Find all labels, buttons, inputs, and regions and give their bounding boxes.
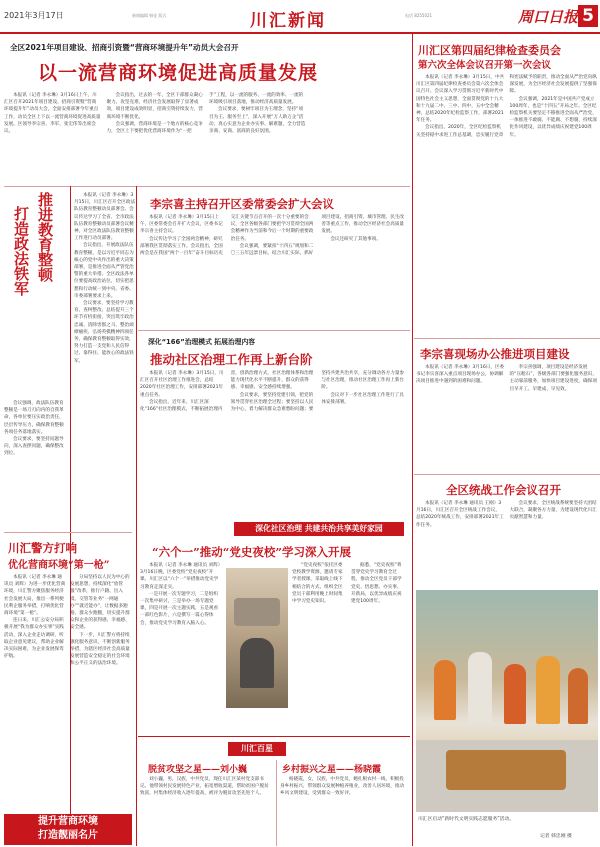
- baixing-story-b-text: 杨晓霞，女，汉族，中共党员，她扎根农村一线，积极投身乡村振兴，带领群众发展种植养殖业，改善人居环境，推动乡风文明建设，受到群众一致好评。: [280, 777, 405, 797]
- baixing-column-label: 川汇百星: [228, 742, 286, 756]
- baixing-story-b-title: 乡村振兴之星——杨晓霞: [282, 765, 382, 775]
- study-body-text: 本报讯（记者 李永琳 通讯员 刘辉）3月16日晚，区委党校“党史夜校”开课。川汇区以“六个一”举措推动党史学习教育走深走实。 一是开展一次专题学习，二是组织一次集中研讨，三是举办一场专题党课，四是开展一次主题实践，五是观看一部红色影片，六是撰写一篇心得体会，推动党史学习教育入脑入心。: [140, 563, 220, 626]
- police-body-text: 本报讯（记者 李永琳 通讯员 刘辉）为进一步优化营商环境，川汇警方聚焦服务经济社会发展大局，推出一系列便民利企服务举措，打响优化营商环境“第一枪”。 连日来，川汇公安分局积极开展“我为群众办实事”实践活动，深入企业走访调研，听取企业意见建议，帮助企业解决实际困难，为企业发展保驾护航。 分局坚持以人民为中心的发展思想，持续深化“放管服”改革，推行户籍、出入境、交管等业务“一网通办”“就近能办”，让数据多跑路、群众少跑腿，切实提升群众和企业的获得感、幸福感、安全感。 下一步，川汇警方将持续强化服务意识，不断创新服务举措，为辖区经济社会高质量发展营造安全稳定的社会环境和公平正义的法治环境。: [4, 575, 130, 667]
- lead-headline: 以一流营商环境促进高质量发展: [38, 62, 319, 84]
- bottom-banner-line-2: 打造靓丽名片: [38, 830, 98, 841]
- discipline-body-text: 本报讯（记者 李永琳）3月15日，中共川汇区第四届纪律检查委员会第六次全体会议召开。会议深入学习贯彻习近平新时代中国特色社会主义思想，全面贯彻党的十九大和十九届二中、三中、四中、五中全会精神，总结2020年纪检监察工作，部署2021年任务。 会议指出，2020年，全区纪检监察机关坚持稳中求进工作总基调，忠实履行党章和宪法赋予的职责，推动全面从严治党向纵深发展，为全区经济社会发展提供了坚强保障。 会议强调，2021年是中国共产党成立100周年，也是“十四五”开局之年。全区纪检监察机关要坚定不移推进全面从严治党，一体推进不敢腐、不能腐、不想腐，持续深化作风建设，以优异成绩庆祝建党100周年。: [416, 75, 597, 138]
- vertical-headline-1: 推进教育整顿: [36, 192, 54, 282]
- volunteer-photo-caption: 川汇区启动“新时代文明实践志愿服务”活动。: [418, 817, 515, 822]
- community-kicker: 深化“166”治理模式 拓展治理内容: [148, 338, 256, 346]
- united-front-body-text: 本报讯（记者 李永琳 通讯员 王刚）3月16日，川汇区召开全区统战工作会议，总结2020年统战工作，安排部署2021年工作任务。 会议要求，全区统战系统要坚持大团结大联合，凝聚各方力量，为建设现代化川汇贡献智慧和力量。: [416, 501, 597, 528]
- volunteer-photo: [416, 590, 598, 812]
- police-headline-1: 川汇警方打响: [8, 541, 77, 555]
- masthead-phone: 电话 8255021: [405, 13, 433, 18]
- page-number-badge: 5: [578, 5, 598, 27]
- left-col-body-2: 会议强调，政法队伍教育整顿是一场刀刃向内的自我革命，各单位要压实政治责任，层层传导压力，确保教育整顿各项任务落地落实。 会议要求，要坚持问题导向，深入查摆问题，确保整改到位。: [4, 401, 64, 457]
- masthead-logo: 周口日报: [518, 8, 579, 26]
- masthead-section-title: 川汇新闻: [250, 11, 326, 31]
- left-col-body-1: 本报讯（记者 李永琳）3月15日，川汇区召开全区政法队伍教育整顿动员部署会。会议传达学习了全省、全市政法队伍教育整顿动员部署会议精神，对全区政法队伍教育整顿工作进行动员部署。 会议指出，开展政法队伍教育整顿，是以习近平同志为核心的党中央作出的重大决策部署，是推进全面从严管党治警的重大举措。全区政法各单位要提高政治站位，切实把思想和行动统一到中央、省委、市委部署要求上来。 会议要求，要坚持学习教育、查纠整改、总结提升三个环节有机衔接，突出筑牢政治忠诚、清除害群之马、整治顽瘴痼疾、弘扬英模精神四项任务，确保教育整顿取得实效，努力打造一支党和人民信得过、靠得住、能放心的政法铁军。: [74, 193, 135, 364]
- bottom-banner-line-1: 提升营商环境: [38, 816, 98, 827]
- site-office-body-text: 本报讯（记者 李永琳）3月16日，区委书记李宗喜深入重点项目现场办公，协调解决项目推进中遇到的困难和问题。 李宗喜强调，项目建设是经济发展的“压舱石”，各级各部门要强化服务意识，主动靠前服务，加快项目建设进度，确保项目早开工、早建成、早见效。: [416, 365, 597, 392]
- lead-kicker: 全区2021年项目建设、招商引资暨“营商环境提升年”动员大会召开: [10, 43, 239, 52]
- baixing-story-a-text: 刘小巍，男，汉族，中共党员，现任川汇区某村党支部书记。他带领村民发展特色产业，拓宽增收渠道，帮助贫困户脱贫致富，村集体经济收入逐年提高，被评为脱贫攻坚先进个人。: [140, 777, 269, 797]
- site-office-headline: 李宗喜现场办公推进项目建设: [420, 347, 570, 361]
- volunteer-photo-credit: 记者 韩忠刚 摄: [540, 834, 572, 839]
- masthead: [0, 0, 600, 34]
- committee-headline: 李宗喜主持召开区委常委会扩大会议: [150, 197, 334, 211]
- police-headline-2: 优化营商环境“第一枪”: [8, 560, 110, 571]
- discipline-headline-2: 第六次全体会议召开第一次会议: [418, 60, 552, 71]
- vertical-headline-2: 打造政法铁军: [12, 206, 30, 296]
- study-photo: [226, 568, 288, 708]
- baixing-story-a-title: 脱贫攻坚之星——刘小巍: [148, 765, 248, 775]
- community-headline: 推动社区治理工作再上新台阶: [150, 352, 313, 367]
- left-vertical-headline: [5, 192, 65, 392]
- community-body-text: 本报讯（记者 李永琳）3月15日，川汇区召开社区治理工作推进会，总结2020年社区治理工作，安排部署2021年重点任务。 会议指出，近年来，川汇区深化“166”社区治理模式，不断拓展治理内容，创新治理方式，社区治理体系和治理能力现代化水平不断提升，群众的获得感、幸福感、安全感持续增强。 会议要求，要坚持党建引领，把党的领导贯穿社区治理全过程；要坚持以人民为中心，着力解决群众急难愁盼问题；要坚持共建共治共享，充分调动各方力量参与社区治理，推动社区治理工作再上新台阶。 会议对下一步社区治理工作进行了具体安排部署。: [140, 371, 405, 413]
- lead-body-text: 本报讯（记者 李永琳）3月16日上午，川汇区召开2021年项目建设、招商引资暨“营商环境提升年”动员大会，全面安排部署今年重点工作，动员全区上下以一流营商环境促进高质量发展。区领导李宗喜、李军、张宏伟等出席会议。 会议指出，过去的一年，全区干部群众凝心聚力、攻坚克难，经济社会发展取得了显著成效，项目建设成效明显，招商引资持续发力，营商环境不断优化。 会议强调，营商环境是一个地方的核心竞争力，全区上下要把优化营商环境作为“一把手”工程，以一流的服务、一流的效率、一流的环境吸引项目落地，推动经济高质量发展。 会议要求，要树牢项目为王理念，坚持“项目为王、服务至上”，深入开展“万人助万企”活动，真心实意为企业办实事、解难题，全力营造亲商、安商、富商的良好氛围。: [4, 93, 306, 135]
- study-headline: “六个一”推动“党史夜校”学习深入开展: [152, 545, 351, 559]
- committee-byline: 本报讯（记者 李永琳）3月15日上午，区委常委会召开扩大会议，区委书记李宗喜主持会议。: [140, 215, 223, 235]
- committee-body-text: 本报讯（记者 李永琳）3月15日上午，区委常委会召开扩大会议，区委书记李宗喜主持会议。 会议传达学习了全国两会精神，研究部署我区贯彻落实工作。会议指出，全国两会是在我国“两个一百年”奋斗目标历史交汇关键节点召开的一次十分重要的会议，全区各级各部门要把学习贯彻全国两会精神作为当前和今后一个时期的重要政治任务。 会议强调，要紧扣“十四五”规划和二〇三五年远景目标，结合川汇实际，抓好项目建设、招商引资、城市管理、民生改善等重点工作，推动全区经济社会高质量发展。 会议还研究了其他事项。: [140, 215, 405, 257]
- discipline-headline-1: 川汇区第四届纪律检查委员会: [418, 44, 561, 57]
- bottom-banner: [4, 814, 132, 845]
- masthead-editor: 新闻编辑 韩佳 版式: [132, 13, 167, 18]
- community-tagline: 深化社区治理 共建共治共享美好家园: [234, 522, 404, 536]
- masthead-date: 2021年3月17日: [4, 11, 64, 20]
- study-body-text-2: “党史夜校”依托区委党校教学资源，邀请专家学者授课，采取线上线下相结合的方式，组织全区党员干部利用晚上时间集中学习党史知识。 据悉，“党史夜校”将贯穿党史学习教育全过程，推动全区党员干部学党史、悟思想、办实事、开新局，以优异成绩庆祝建党100周年。: [292, 563, 402, 605]
- united-front-headline: 全区统战工作会议召开: [446, 483, 561, 497]
